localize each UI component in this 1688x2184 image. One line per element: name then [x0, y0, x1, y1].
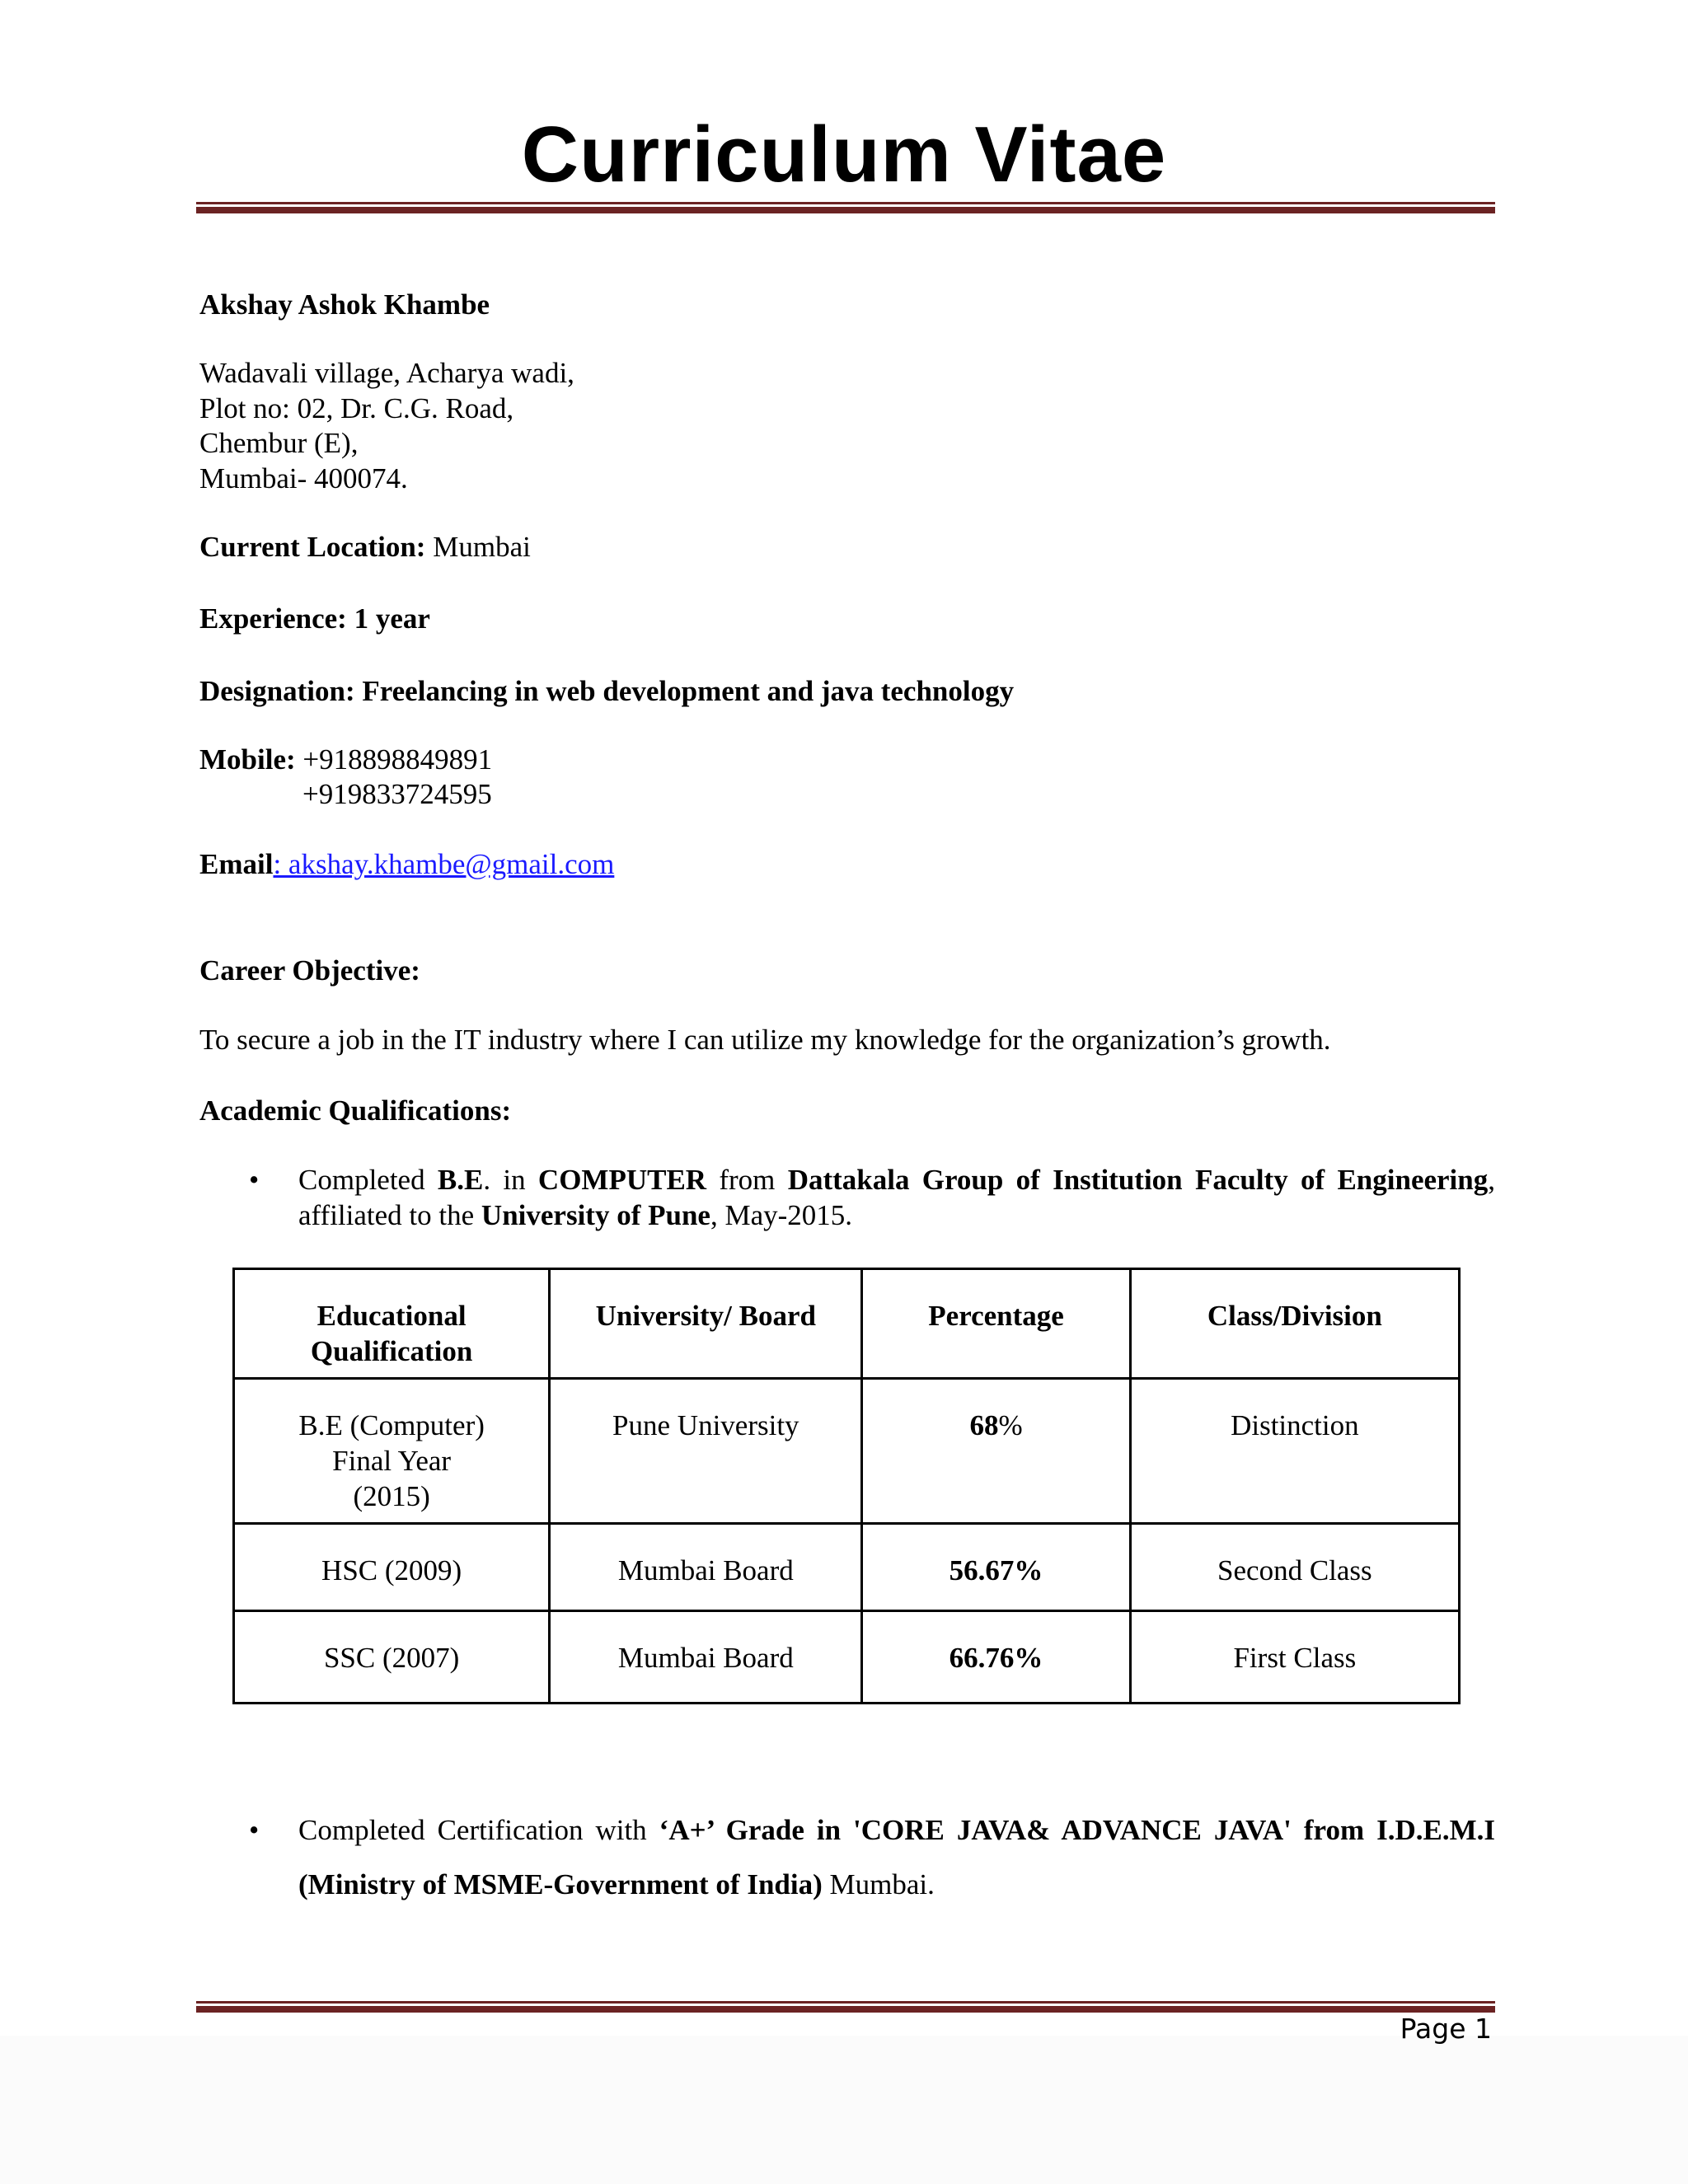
email-link[interactable]: : akshay.khambe@gmail.com — [273, 848, 615, 880]
address-line-3: Chembur (E), — [199, 427, 359, 459]
mobile-number-2: +919833724595 — [302, 778, 492, 810]
table-header: University/ Board — [550, 1269, 862, 1379]
address-line-4: Mumbai- 400074. — [199, 462, 408, 494]
academic-qualifications-heading: Academic Qualifications: — [199, 1094, 512, 1127]
current-location-label: Current Location: — [199, 531, 426, 563]
email-line — [199, 846, 614, 882]
table-row — [234, 1611, 1460, 1704]
education-table — [232, 1268, 1461, 1704]
table-cell-board: Pune University — [550, 1379, 862, 1524]
career-objective-text: To secure a job in the IT industry where I can utilize my knowledge for the organization’s growth. — [199, 1024, 1331, 1056]
table-cell-board: Mumbai Board — [550, 1611, 862, 1704]
table-row — [234, 1379, 1460, 1524]
table-header: Educational Qualification — [234, 1269, 550, 1379]
current-location-value: Mumbai — [425, 531, 531, 563]
table-cell-class: Distinction — [1130, 1379, 1459, 1524]
address-line-2: Plot no: 02, Dr. C.G. Road, — [199, 392, 514, 424]
table-cell-percentage: 66.76% — [862, 1611, 1130, 1704]
table-cell-class: Second Class — [1130, 1524, 1459, 1611]
table-cell-board: Mumbai Board — [550, 1524, 862, 1611]
table-cell-qualification: B.E (Computer) Final Year (2015) — [234, 1379, 550, 1524]
mobile-label: Mobile: — [199, 743, 296, 776]
bullet-icon: • — [249, 1164, 260, 1196]
career-objective-heading: Career Objective: — [199, 954, 420, 987]
mobile-line-1 — [199, 742, 492, 777]
address-line-1: Wadavali village, Acharya wadi, — [199, 357, 574, 389]
header-divider — [196, 202, 1495, 213]
certification-text: Completed Certification with ‘A+’ Grade in 'CORE JAVA& ADVANCE JAVA' from I.D.E.M.I (Ministry of MSME-Government of India) Mumbai. — [298, 1814, 1496, 1900]
email-label: Email — [199, 848, 274, 880]
footer-band — [0, 2036, 1688, 2184]
bullet-icon: • — [249, 1814, 260, 1846]
mobile-number-1: +918898849891 — [295, 743, 493, 776]
current-location — [199, 529, 531, 565]
table-cell-class: First Class — [1130, 1611, 1459, 1704]
table-cell-percentage: 56.67% — [862, 1524, 1130, 1611]
table-header: Class/Division — [1130, 1269, 1459, 1379]
candidate-name: Akshay Ashok Khambe — [199, 288, 490, 321]
table-header: Percentage — [862, 1269, 1130, 1379]
degree-text: Completed B.E. in COMPUTER from Dattakala Group of Institution Faculty of Engineering, affiliated to the University of Pune, May-2015. — [298, 1164, 1495, 1231]
page-title: Curriculum Vitae — [521, 110, 1167, 199]
page-number: Page 1 — [1400, 2013, 1492, 2045]
table-cell-qualification: SSC (2007) — [234, 1611, 550, 1704]
table-header-row — [234, 1269, 1460, 1379]
footer-divider — [196, 2001, 1495, 2013]
table-cell-qualification: HSC (2009) — [234, 1524, 550, 1611]
table-row — [234, 1524, 1460, 1611]
experience: Experience: 1 year — [199, 602, 430, 635]
designation: Designation: Freelancing in web development and java technology — [199, 675, 1015, 707]
table-cell-percentage: 68% — [862, 1379, 1130, 1524]
